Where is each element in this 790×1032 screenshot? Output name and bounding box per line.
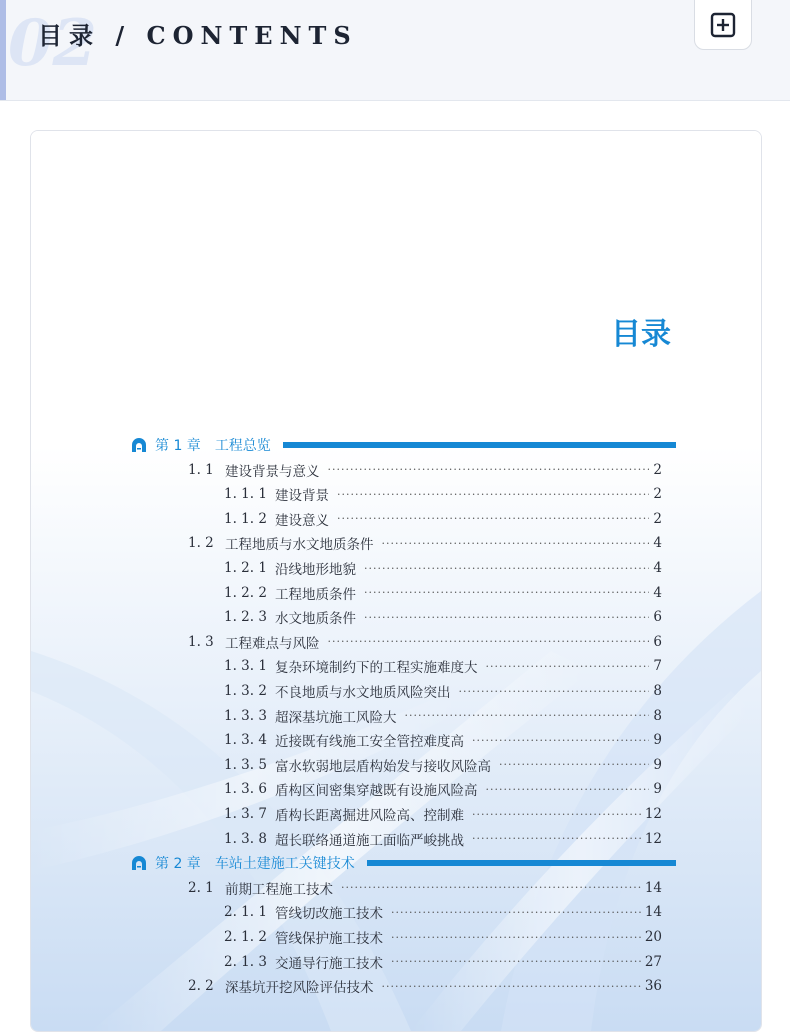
entry-number: 1. 2. 2 <box>224 584 267 601</box>
entry-title: 不良地质与水文地质风险突出 <box>275 685 451 701</box>
toc-entry[interactable] <box>224 656 662 676</box>
chapter-heading[interactable] <box>131 435 676 455</box>
toc-entry[interactable] <box>188 460 662 480</box>
entry-number: 1. 3. 2 <box>224 683 267 699</box>
chapter-rule <box>283 442 676 448</box>
entry-number: 1. 2 <box>188 535 214 552</box>
entry-title: 前期工程施工技术 <box>225 881 333 898</box>
entry-title: 沿线地形地貌 <box>275 562 356 578</box>
entry-page-number: 6 <box>653 633 662 650</box>
dot-leader <box>499 758 649 771</box>
entry-page-number: 4 <box>653 584 662 601</box>
dot-leader <box>472 808 641 821</box>
dot-leader <box>472 832 641 845</box>
entry-number: 2. 1. 1 <box>224 904 267 921</box>
dot-leader <box>391 955 641 968</box>
entry-page-number: 2 <box>653 461 662 478</box>
header-accent-bar <box>0 0 6 100</box>
entry-number: 1. 1 <box>188 461 214 478</box>
dot-leader <box>364 562 649 575</box>
entry-page-number: 9 <box>653 756 662 773</box>
page-header <box>0 0 790 101</box>
chapter-number-watermark: 02 <box>8 6 98 81</box>
entry-title: 盾构区间密集穿越既有设施风险高 <box>275 783 478 800</box>
entry-number: 2. 2 <box>188 978 214 995</box>
dot-leader <box>391 906 641 919</box>
toc-entry[interactable] <box>224 804 662 824</box>
dot-leader <box>341 881 641 894</box>
toc-entry[interactable] <box>224 583 662 603</box>
entry-number: 1. 3. 4 <box>224 732 267 749</box>
entry-page-number: 27 <box>644 953 662 970</box>
entry-page-number: 2 <box>653 510 662 527</box>
entry-title: 盾构长距离掘进风险高、控制难 <box>275 808 464 824</box>
dot-leader <box>337 488 649 501</box>
entry-page-number: 36 <box>644 978 662 995</box>
chapter-heading[interactable] <box>131 853 676 873</box>
entry-number: 1. 2. 1 <box>224 560 267 576</box>
entry-title: 建设背景 <box>275 488 329 505</box>
dot-leader <box>364 586 649 599</box>
entry-title: 深基坑开挖风险评估技术 <box>225 980 374 997</box>
entry-title: 超深基坑施工风险大 <box>275 709 397 726</box>
entry-number: 1. 3. 6 <box>224 781 267 798</box>
toc-entry[interactable] <box>224 484 662 504</box>
entry-page-number: 7 <box>653 658 662 675</box>
entry-page-number: 2 <box>653 486 662 503</box>
entry-number: 1. 3. 1 <box>224 658 267 675</box>
toc-entry[interactable] <box>224 681 662 701</box>
toc-entry[interactable] <box>224 509 662 529</box>
entry-title: 建设背景与意义 <box>225 463 320 480</box>
toc-entry[interactable] <box>188 878 662 898</box>
entry-number: 2. 1. 2 <box>224 929 267 945</box>
dot-leader <box>459 685 650 698</box>
chapter-title: 工程总览 <box>214 438 271 454</box>
entry-title: 工程难点与风险 <box>225 635 320 652</box>
entry-number: 1. 3 <box>188 633 214 650</box>
entry-title: 复杂环境制约下的工程实施难度大 <box>275 660 478 677</box>
entry-title: 建设意义 <box>275 512 329 529</box>
entry-title: 工程地质与水文地质条件 <box>225 537 374 554</box>
entry-page-number: 9 <box>653 781 662 798</box>
dot-leader <box>337 512 649 525</box>
entry-number: 2. 1. 3 <box>224 953 267 970</box>
entry-page-number: 12 <box>644 830 662 847</box>
page-title: 目录 / CONTENTS <box>38 21 358 50</box>
entry-page-number: 8 <box>653 683 662 699</box>
toc-entry[interactable] <box>188 632 662 652</box>
expand-button[interactable] <box>694 0 752 50</box>
entry-page-number: 12 <box>644 806 662 822</box>
tunnel-icon <box>131 437 147 453</box>
toc-entry[interactable] <box>224 902 662 922</box>
toc-entry[interactable] <box>224 779 662 799</box>
entry-number: 1. 1. 2 <box>224 510 267 527</box>
toc-entry[interactable] <box>224 706 662 726</box>
dot-leader <box>486 783 650 796</box>
toc-heading: 目录 <box>611 317 671 352</box>
dot-leader <box>328 635 650 648</box>
dot-leader <box>382 537 650 550</box>
entry-number: 1. 1. 1 <box>224 486 267 503</box>
toc-entry[interactable] <box>224 558 662 578</box>
entry-title: 交通导行施工技术 <box>275 955 383 972</box>
entry-title: 水文地质条件 <box>275 611 356 628</box>
dot-leader <box>382 980 641 993</box>
toc-entry[interactable] <box>224 952 662 972</box>
dot-leader <box>405 709 650 722</box>
toc-entry[interactable] <box>224 607 662 627</box>
toc-entry[interactable] <box>188 533 662 553</box>
entry-page-number: 4 <box>653 560 662 576</box>
entry-title: 管线切改施工技术 <box>275 906 383 923</box>
dot-leader <box>486 660 650 673</box>
toc-entry[interactable] <box>224 755 662 775</box>
chapter-number: 第 1 章 <box>155 438 201 454</box>
dot-leader <box>364 611 649 624</box>
entry-number: 1. 2. 3 <box>224 609 267 626</box>
toc-entry[interactable] <box>224 829 662 849</box>
entry-title: 工程地质条件 <box>275 586 356 603</box>
plus-square-icon <box>710 12 736 38</box>
entry-title: 富水软弱地层盾构始发与接收风险高 <box>275 758 491 775</box>
entry-page-number: 8 <box>653 707 662 724</box>
entry-page-number: 9 <box>653 732 662 749</box>
chapter-number: 第 2 章 <box>155 856 201 873</box>
toc-entry[interactable] <box>224 927 662 947</box>
entry-page-number: 14 <box>644 904 662 921</box>
entry-page-number: 20 <box>644 929 662 945</box>
dot-leader <box>472 734 649 747</box>
entry-number: 1. 3. 3 <box>224 707 267 724</box>
entry-title: 近接既有线施工安全管控难度高 <box>275 734 464 751</box>
entry-page-number: 6 <box>653 609 662 626</box>
entry-title: 超长联络通道施工面临严峻挑战 <box>275 832 464 849</box>
entry-page-number: 4 <box>653 535 662 552</box>
chapter-rule <box>367 860 676 866</box>
entry-number: 1. 3. 8 <box>224 830 267 847</box>
dot-leader <box>391 931 641 944</box>
dot-leader <box>328 463 650 476</box>
chapter-title: 车站土建施工关键技术 <box>214 856 355 873</box>
entry-number: 1. 3. 7 <box>224 806 267 822</box>
entry-number: 2. 1 <box>188 879 214 896</box>
document-page <box>30 130 762 1032</box>
toc-entry[interactable] <box>224 730 662 750</box>
tunnel-icon <box>131 855 147 871</box>
entry-number: 1. 3. 5 <box>224 756 267 773</box>
toc-entry[interactable] <box>188 976 662 996</box>
entry-page-number: 14 <box>644 879 662 896</box>
entry-title: 管线保护施工技术 <box>275 931 383 947</box>
